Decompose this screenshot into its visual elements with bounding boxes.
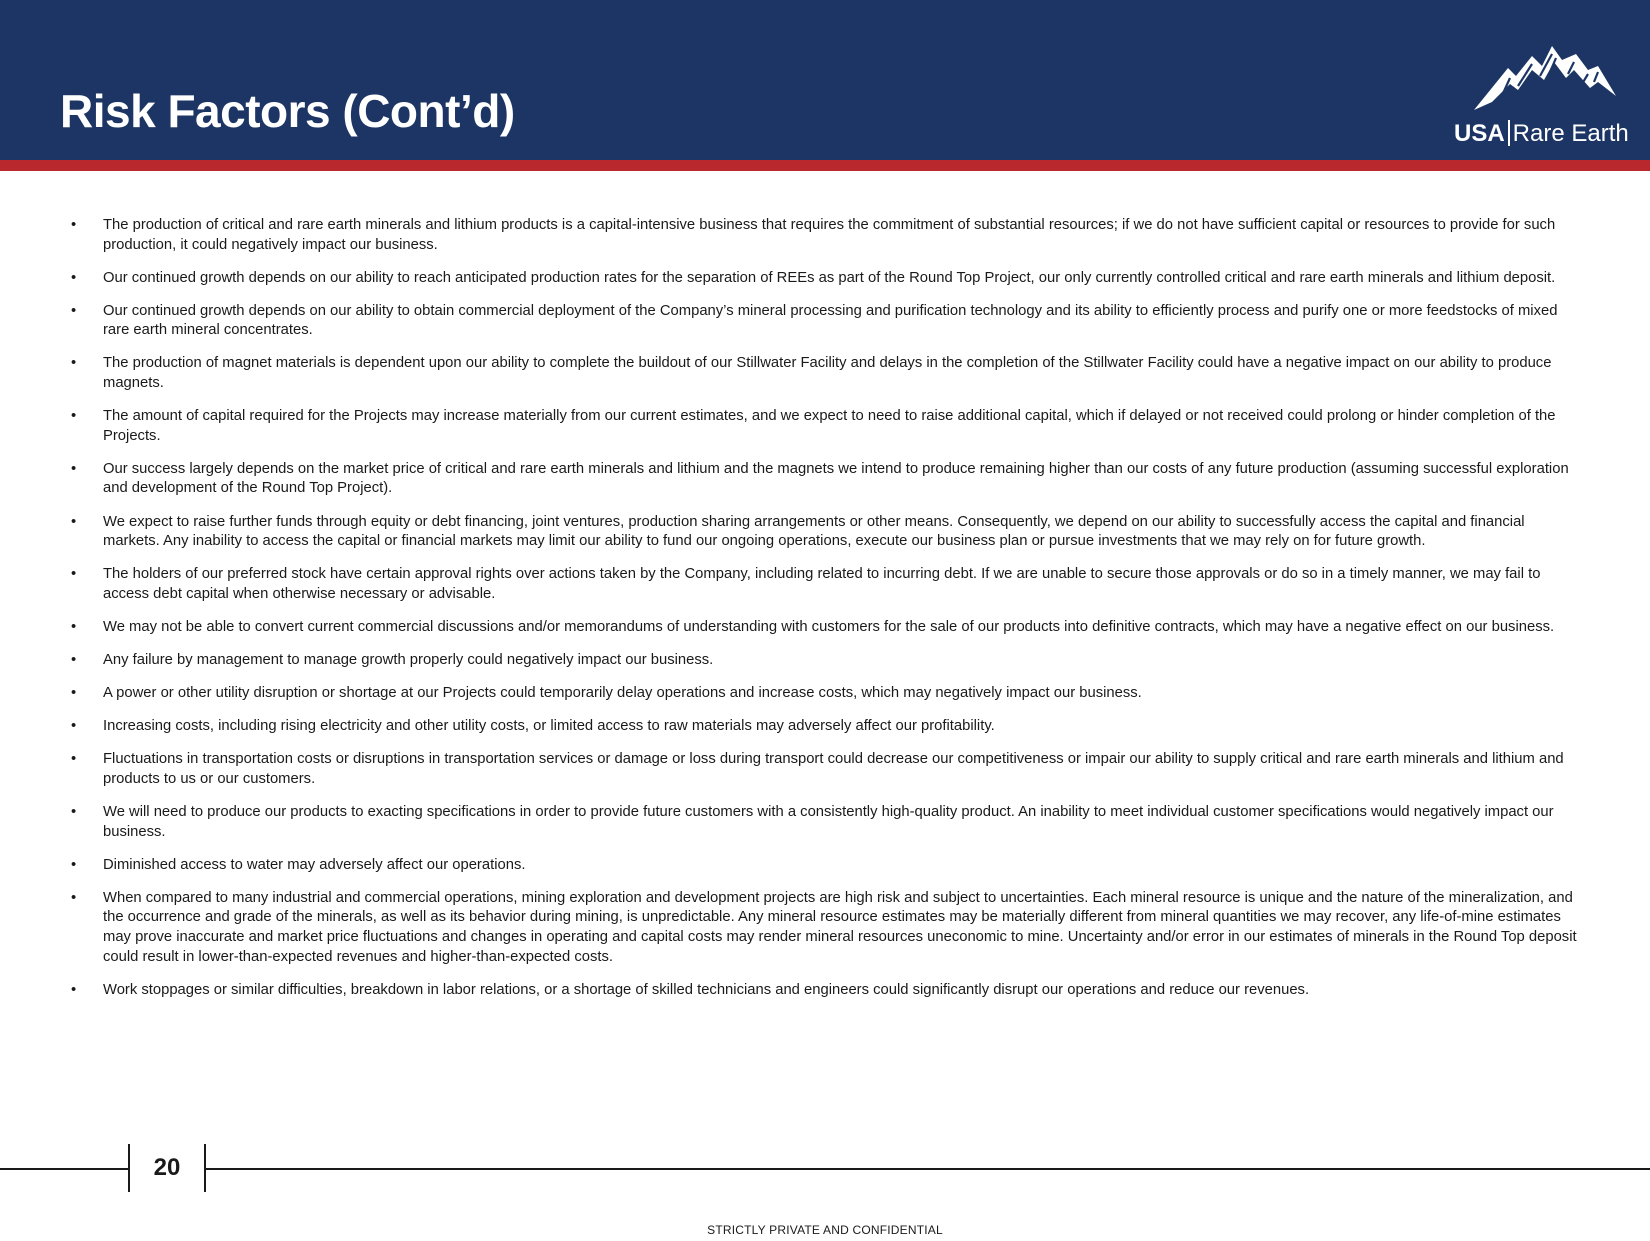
footer-rule-right xyxy=(206,1168,1650,1170)
risk-factor-item xyxy=(64,513,1584,552)
risk-factor-text: When compared to many industrial and commercial operations, mining exploration and development projects are high risk and subject to uncertainties. Each mineral resource is unique and the nature of the mineralization, and the occurrence and grade of the minerals, as well as its behavior during mining, is unpredictable. Any mineral resource estimates may be materially different from mineral quantities we may recover, any life-of-mine estimates may prove inaccurate and market price fluctuations and changes in operating and capital costs may render mineral resources uneconomic to mine. Uncertainty and/or error in our estimates of minerals in the Round Top deposit could result in lower-than-expected revenues and higher-than-expected costs. xyxy=(103,889,1577,965)
risk-factor-text: The holders of our preferred stock have certain approval rights over actions taken by the Company, including related to incurring debt. If we are unable to secure those approvals or do so in a timely manner, we may fail to access debt capital when otherwise necessary or advisable. xyxy=(103,566,1541,602)
logo-divider xyxy=(1508,120,1510,146)
bullet-icon: • xyxy=(71,618,77,635)
risk-factor-item xyxy=(64,618,1584,638)
bullet-icon: • xyxy=(71,856,77,873)
bullet-icon: • xyxy=(71,355,77,372)
bullet-icon: • xyxy=(71,718,77,735)
company-logo xyxy=(1450,44,1630,152)
risk-factor-text: Work stoppages or similar difficulties, breakdown in labor relations, or a shortage of skilled technicians and engineers could significantly disrupt our operations and reduce our revenues. xyxy=(103,981,1310,998)
risk-factor-text: Fluctuations in transportation costs or disruptions in transportation services or damage or loss during transport could decrease our competitiveness or impair our ability to supply critical and rare earth minerals and lithium and products to us or our customers. xyxy=(103,751,1564,787)
footer-rule-left xyxy=(0,1168,128,1170)
risk-factor-text: Diminished access to water may adversely affect our operations. xyxy=(103,856,526,873)
logo-rare-earth-text: Rare Earth xyxy=(1512,120,1629,147)
risk-factor-item xyxy=(64,651,1584,671)
risk-factor-item xyxy=(64,856,1584,876)
risk-factor-item xyxy=(64,684,1584,704)
confidentiality-notice: STRICTLY PRIVATE AND CONFIDENTIAL xyxy=(707,1223,943,1237)
risk-factor-item xyxy=(64,717,1584,737)
risk-factor-item xyxy=(64,889,1584,967)
risk-factor-text: The production of magnet materials is dependent upon our ability to complete the buildout of our Stillwater Facility and delays in the completion of the Stillwater Facility could have a negative impact on our ability to produce magnets. xyxy=(103,355,1552,392)
bullet-icon: • xyxy=(71,513,77,530)
risk-factor-text: The production of critical and rare earth minerals and lithium products is a capital-intensive business that requires the commitment of substantial resources; if we do not have sufficient capital or resources to provide for such production, it could negatively impact our business. xyxy=(103,217,1556,253)
risk-factor-text: We will need to produce our products to exacting specifications in order to provide future customers with a consistently high-quality product. An inability to meet individual customer specifications would negatively impact our business. xyxy=(103,803,1554,840)
bullet-icon: • xyxy=(71,302,77,319)
logo-usa-text: USA xyxy=(1454,120,1505,147)
bullet-icon: • xyxy=(71,652,77,668)
bullet-icon: • xyxy=(71,408,77,425)
risk-factor-item xyxy=(64,407,1584,446)
risk-factor-item xyxy=(64,460,1584,499)
bullet-icon: • xyxy=(71,889,77,906)
risk-factor-text: A power or other utility disruption or shortage at our Projects could temporarily delay operations and increase costs, which may negatively impact our business. xyxy=(103,685,1142,702)
risk-factor-text: Any failure by management to manage growth properly could negatively impact our business. xyxy=(103,652,714,668)
risk-factor-item xyxy=(64,269,1584,289)
bullet-icon: • xyxy=(71,685,77,702)
risk-factor-text: The amount of capital required for the Projects may increase materially from our current estimates, and we expect to need to raise additional capital, which if delayed or not received could prolong or hinder completion of the Projects. xyxy=(103,408,1556,444)
bullet-icon: • xyxy=(71,566,77,583)
page-number: 20 xyxy=(153,1154,181,1181)
risk-factor-text: We may not be able to convert current commercial discussions and/or memorandums of understanding with customers for the sale of our products into definitive contracts, which may have a negative effect on our business. xyxy=(103,618,1555,635)
bullet-icon: • xyxy=(71,803,77,820)
bullet-icon: • xyxy=(71,981,77,998)
risk-factor-text: Our continued growth depends on our ability to obtain commercial deployment of the Company’s mineral processing and purification technology and its ability to efficiently process and purify one or more feedstocks of mixed rare earth mineral concentrates. xyxy=(103,302,1558,339)
risk-factor-item xyxy=(64,803,1584,842)
mountain-peaks-icon xyxy=(1470,44,1620,112)
risk-factor-item xyxy=(64,302,1584,341)
bullet-icon: • xyxy=(71,217,77,233)
risk-factor-item xyxy=(64,216,1584,255)
slide-title: Risk Factors (Cont’d) xyxy=(60,85,515,137)
bullet-icon: • xyxy=(71,269,77,286)
risk-factor-text: Our success largely depends on the market price of critical and rare earth minerals and lithium and the magnets we intend to produce remaining higher than our costs of any future production (assuming successful exploration and development of the Round Top Project). xyxy=(103,460,1569,497)
risk-factor-text: Our continued growth depends on our ability to reach anticipated production rates for the separation of REEs as part of the Round Top Project, our only currently controlled critical and rare earth minerals and lithium deposit. xyxy=(103,269,1556,286)
bullet-icon: • xyxy=(71,751,77,768)
header-red-stripe xyxy=(0,160,1650,171)
risk-factor-list xyxy=(64,216,1584,1014)
risk-factor-text: Increasing costs, including rising electricity and other utility costs, or limited access to raw materials may adversely affect our profitability. xyxy=(103,718,995,735)
risk-factor-item xyxy=(64,981,1584,1001)
logo-wordmark xyxy=(1454,120,1629,148)
risk-factor-text: We expect to raise further funds through equity or debt financing, joint ventures, production sharing arrangements or other means. Consequently, we depend on our ability to successfully access the capital and financial markets. Any inability to access the capital or financial markets may limit our ability to fund our ongoing operations, execute our business plan or pursue investments that we may rely on for future growth. xyxy=(103,513,1525,550)
bullet-icon: • xyxy=(71,460,77,477)
risk-factor-item xyxy=(64,565,1584,604)
risk-factor-item xyxy=(64,354,1584,393)
risk-factor-item xyxy=(64,750,1584,789)
